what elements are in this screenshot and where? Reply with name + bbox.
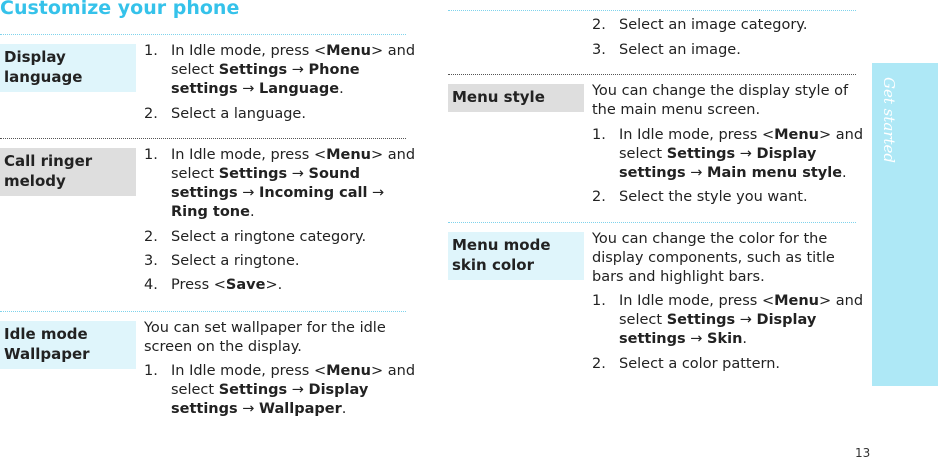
step-text: Select a ringtone category.	[171, 229, 367, 245]
side-tab-label: Get started	[880, 77, 898, 164]
step-text: Select an image category.	[619, 17, 808, 33]
intro-menu-style: You can change the display style of the main menu screen.	[592, 83, 849, 118]
label-menu-mode-skin-color: Menu mode skin color	[448, 232, 584, 280]
section-divider	[0, 138, 406, 139]
step-number: 2.	[144, 229, 158, 245]
step-text: Select a ringtone.	[171, 253, 300, 269]
step-text: Select a color pattern.	[619, 356, 781, 372]
page-number: 13	[855, 446, 871, 460]
step-text: Select a language.	[171, 106, 306, 122]
section-divider	[0, 34, 406, 35]
step-number: 4.	[144, 277, 158, 293]
step-text: In Idle mode, press <Menu> and select Settings → Sound settings → Incoming call → Ring tone.	[171, 147, 416, 220]
page-title: Customize your phone	[0, 0, 240, 19]
step-number: 3.	[592, 42, 606, 58]
section-divider	[448, 222, 856, 223]
step-number: 2.	[592, 189, 606, 205]
step-text: In Idle mode, press <Menu> and select Settings → Display settings → Skin.	[619, 293, 864, 347]
label-display-language: Display language	[0, 44, 136, 92]
intro-idle-wallpaper: You can set wallpaper for the idle screen on the display.	[144, 320, 386, 355]
section-side-tab	[872, 63, 938, 386]
step-number: 2.	[592, 356, 606, 372]
step-text: In Idle mode, press <Menu> and select Settings → Phone settings → Language.	[171, 43, 416, 97]
section-divider	[0, 311, 406, 312]
step-number: 3.	[144, 253, 158, 269]
step-number: 1.	[592, 293, 606, 309]
step-text: In Idle mode, press <Menu> and select Settings → Display settings → Wallpaper.	[171, 363, 416, 417]
label-call-ringer-melody: Call ringer melody	[0, 148, 136, 196]
step-number: 1.	[592, 127, 606, 143]
intro-menu-skin: You can change the color for the display components, such as title bars and highlight bars.	[592, 231, 835, 285]
step-text: Select an image.	[619, 42, 741, 58]
section-divider	[448, 74, 856, 75]
step-number: 2.	[144, 106, 158, 122]
label-menu-style: Menu style	[448, 84, 584, 112]
step-number: 1.	[144, 363, 158, 379]
section-divider	[448, 10, 856, 11]
step-number: 1.	[144, 43, 158, 59]
step-text: Press <Save>.	[171, 277, 283, 293]
label-idle-mode-wallpaper: Idle mode Wallpaper	[0, 321, 136, 369]
step-number: 1.	[144, 147, 158, 163]
step-number: 2.	[592, 17, 606, 33]
step-text: Select the style you want.	[619, 189, 808, 205]
step-text: In Idle mode, press <Menu> and select Settings → Display settings → Main menu style.	[619, 127, 864, 181]
